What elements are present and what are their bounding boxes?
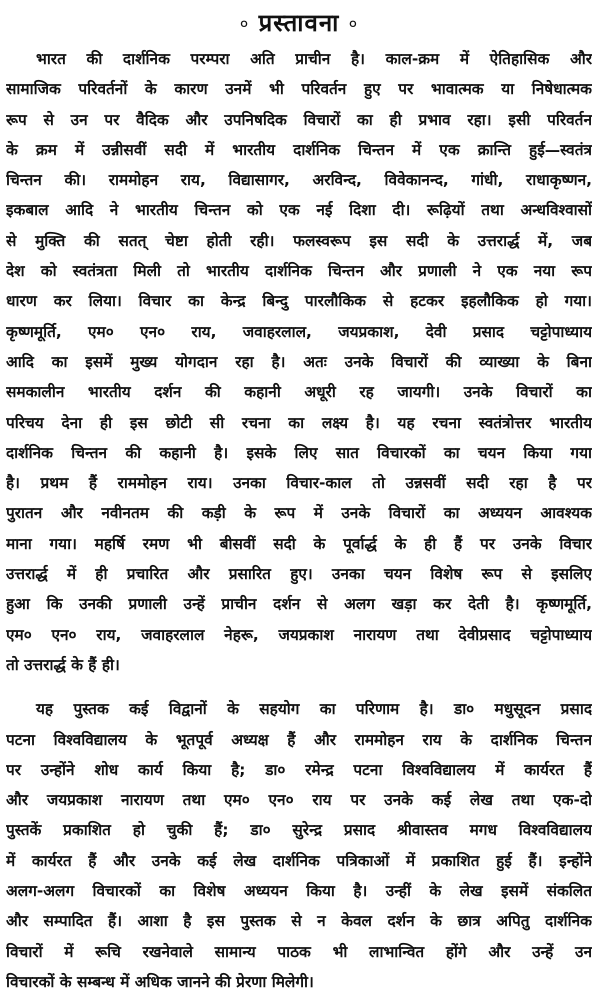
text-line: विचारों में रूचि रखनेवाले सामान्य पाठक भी लाभान्वित होंगे और उन्हें उन bbox=[6, 942, 592, 961]
text-line: पुरातन और नवीनतम की कड़ी के रूप में उनके विचारों का अध्ययन आवश्यक bbox=[6, 504, 592, 523]
text-line: पटना विश्वविद्यालय के भूतपूर्व अध्यक्ष हैं और राममोहन राय के दार्शनिक चिन्तन bbox=[6, 730, 592, 749]
text-line: के क्रम में उन्नीसवीं सदी में भारतीय दार्शनिक चिन्तन में एक क्रान्ति हुई—स्वतंत्र bbox=[6, 140, 592, 159]
text-line: पर उन्होंने शोध कार्य किया है; डा० रमेन्द्र पटना विश्वविद्यालय में कार्यरत हैं bbox=[6, 760, 592, 779]
text-line: दार्शनिक चिन्तन की कहानी है। इसके लिए सात विचारकों का चयन किया गया bbox=[6, 443, 592, 462]
text-line: सामाजिक परिवर्तनों के कारण उनमें भी परिवर्तन हुए पर भावात्मक या निषेधात्मक bbox=[6, 80, 592, 99]
text-line: कृष्णमूर्ति, एम० एन० राय, जवाहरलाल, जयप्रकाश, देवी प्रसाद चट्टोपाध्याय bbox=[6, 322, 592, 341]
text-line: और जयप्रकाश नारायण तथा एम० एन० राय पर उनके कई लेख तथा एक-दो bbox=[6, 791, 592, 810]
title-ornament-right: ० bbox=[348, 14, 359, 33]
text-line: में कार्यरत हैं और उनके कई लेख दार्शनिक पत्रिकाओं में प्रकाशित हुई हैं। इन्होंने bbox=[6, 851, 592, 870]
text-line: इकबाल आदि ने भारतीय चिन्तन को एक नई दिशा दी। रूढ़ियों तथा अन्धविश्वासों bbox=[6, 201, 592, 220]
text-line: से मुक्ति की सतत् चेष्टा होती रही। फलस्वरूप इस सदी के उत्तरार्द्ध में, जब bbox=[6, 231, 592, 250]
text-line: रूप से उन पर वैदिक और उपनिषदिक विचारों का ही प्रभाव रहा। इसी परिवर्तन bbox=[6, 110, 592, 129]
title-ornament-left: ० bbox=[239, 14, 250, 33]
text-line: है। प्रथम हैं राममोहन राय। उनका विचार-काल तो उन्नसवीं सदी रहा है पर bbox=[6, 474, 592, 493]
page-title bbox=[6, 6, 592, 40]
text-line: उत्तरार्द्ध में ही प्रचारित और प्रसारित हुए। उनका चयन विशेष रूप से इसलिए bbox=[6, 565, 592, 584]
paragraph-2 bbox=[6, 694, 592, 997]
text-line: भारत की दार्शनिक परम्परा अति प्राचीन है। काल-क्रम में ऐतिहासिक और bbox=[36, 50, 592, 68]
text-line: और सम्पादित हैं। आशा है इस पुस्तक से न केवल दर्शन के छात्र अपितु दार्शनिक bbox=[6, 912, 592, 931]
text-line: परिचय देना ही इस छोटी सी रचना का लक्ष्य है। यह रचना स्वतंत्रोत्तर भारतीय bbox=[6, 413, 592, 432]
text-line: देश को स्वतंत्रता मिली तो भारतीय दार्शनिक चिन्तन और प्रणाली ने एक नया रूप bbox=[6, 262, 592, 281]
text-line: पुस्तकें प्रकाशित हो चुकी हैं; डा० सुरेन्द्र प्रसाद श्रीवास्तव मगध विश्वविद्यालय bbox=[6, 821, 592, 840]
paragraph-gap bbox=[6, 680, 592, 694]
text-line: धारण कर लिया। विचार का केन्द्र बिन्दु पारलौकिक से हटकर इहलौकिक हो गया। bbox=[6, 292, 592, 311]
text-line: हुआ कि उनकी प्रणाली उन्हें प्राचीन दर्शन से अलग खड़ा कर देती है। कृष्णमूर्ति, bbox=[6, 595, 592, 614]
text-line: अलग-अलग विचारकों का विशेष अध्ययन किया है। उन्हीं के लेख इसमें संकलित bbox=[6, 882, 592, 901]
text-line: समकालीन भारतीय दर्शन की कहानी अधूरी रह जायगी। उनके विचारों का bbox=[6, 383, 592, 402]
title-text: प्रस्तावना bbox=[258, 9, 340, 37]
paragraph-1 bbox=[6, 44, 592, 680]
text-line: यह पुस्तक कई विद्वानों के सहयोग का परिणाम है। डा० मधुसूदन प्रसाद bbox=[36, 700, 592, 719]
text-line: चिन्तन की। राममोहन राय, विद्यासागर, अरविन्द, विवेकानन्द, गांधी, राधाकृष्णन, bbox=[6, 171, 592, 190]
text-line: माना गया। महर्षि रमण भी बीसवीं सदी के पूर्वार्द्ध के ही हैं पर उनके विचार bbox=[6, 534, 592, 553]
text-line: विचारकों के सम्बन्ध में अधिक जानने की प्रेरणा मिलेगी। bbox=[6, 972, 314, 991]
text-line: एम० एन० राय, जवाहरलाल नेहरू, जयप्रकाश नारायण तथा देवीप्रसाद चट्टोपाध्याय bbox=[6, 625, 592, 644]
text-line: आदि का इसमें मुख्य योगदान रहा है। अतः उनके विचारों की व्याख्या के बिना bbox=[6, 352, 592, 371]
text-line: तो उत्तरार्द्ध के हैं ही। bbox=[6, 655, 120, 674]
